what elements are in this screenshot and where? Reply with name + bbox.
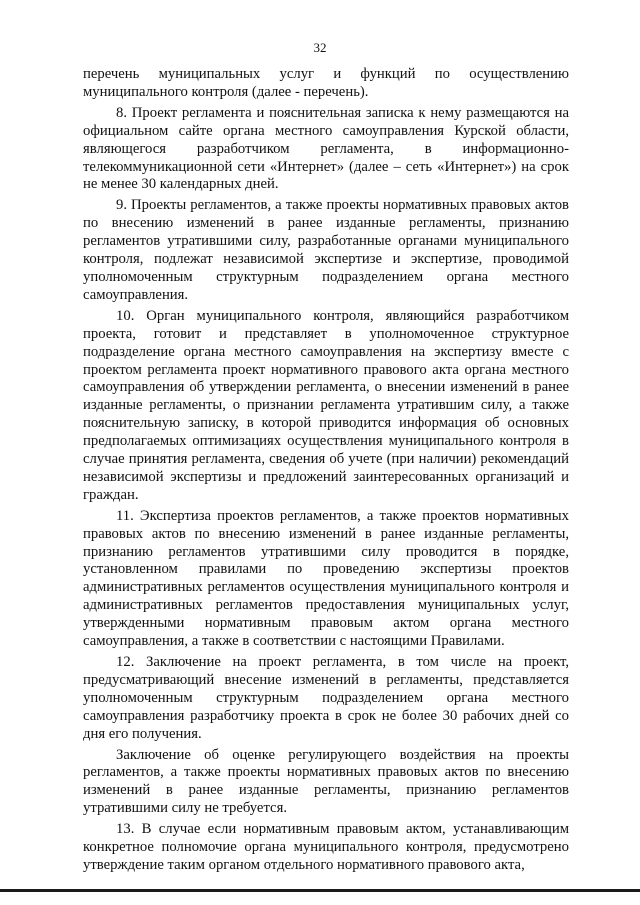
paragraph-12-conclusion: Заключение об оценке регулирующего воздействия на проекты регламентов, а также проекты нормативных правовых актов по внесению изменений в ранее изданные регламенты, признанию регламентов утратившими силу не требуется. [83,746,569,817]
paragraph-continuation: перечень муниципальных услуг и функций по осуществлению муниципального контроля (далее - перечень). [83,66,569,100]
paragraph-13: 13. В случае если нормативным правовым актом, устанавливающим конкретное полномочие органа муниципального контроля, предусмотрено утверждение таким органом отдельного нормативного правового акта, [83,821,569,873]
paragraph-8: 8. Проект регламента и пояснительная записка к нему размещаются на официальном сайте органа местного самоуправления Курской области, являющегося разработчиком регламента, в информационно-телекоммуникационной сети «Интернет» (далее – сеть «Интернет») на срок не менее 30 календарных дней. [83,104,569,193]
page-number: 32 [313,40,327,55]
bottom-divider [0,889,640,892]
paragraph-12: 12. Заключение на проект регламента, в том числе на проект, предусматривающий внесение изменений в регламенты, представляется уполномоченным структурным подразделением органа местного самоуправления разработчику проекта в срок не более 30 рабочих дней со дня его получения. [83,654,569,742]
paragraph-9: 9. Проекты регламентов, а также проекты нормативных правовых актов по внесению изменений в ранее изданные регламенты, признанию регламентов утратившими силу, разработанные органами муниципального контроля, подлежат независимой экспертизе и экспертизе, проводимой уполномоченным структурным подразделением органа местного самоуправления. [83,197,569,303]
paragraph-10: 10. Орган муниципального контроля, являющийся разработчиком проекта, готовит и представляет в уполномоченное структурное подразделение органа местного самоуправления на экспертизу вместе с проектом регламента проект нормативного правового акта органа местного самоуправления об утверждении регламента, о внесении изменений в ранее изданные регламенты, о признании регламента утратившим силу, а также пояснительную записку, в которой приводится информация об основных предполагаемых оптимизациях осуществления муниципального контроля в случае принятия регламента, сведения об учете (при наличии) рекомендаций независимой экспертизы и предложений заинтересованных организаций и граждан. [83,307,569,503]
document-body [83,66,569,878]
paragraph-11: 11. Экспертиза проектов регламентов, а также проектов нормативных правовых актов по внесению изменений в ранее изданные регламенты, признанию регламентов утратившими силу проводится в порядке, установленном правилами по проведению экспертизы проектов административных регламентов осуществления муниципального контроля и административных регламентов предоставления муниципальных услуг, утвержденными нормативным правовым актом органа местного самоуправления, а также в соответствии с настоящими Правилами. [83,507,569,650]
